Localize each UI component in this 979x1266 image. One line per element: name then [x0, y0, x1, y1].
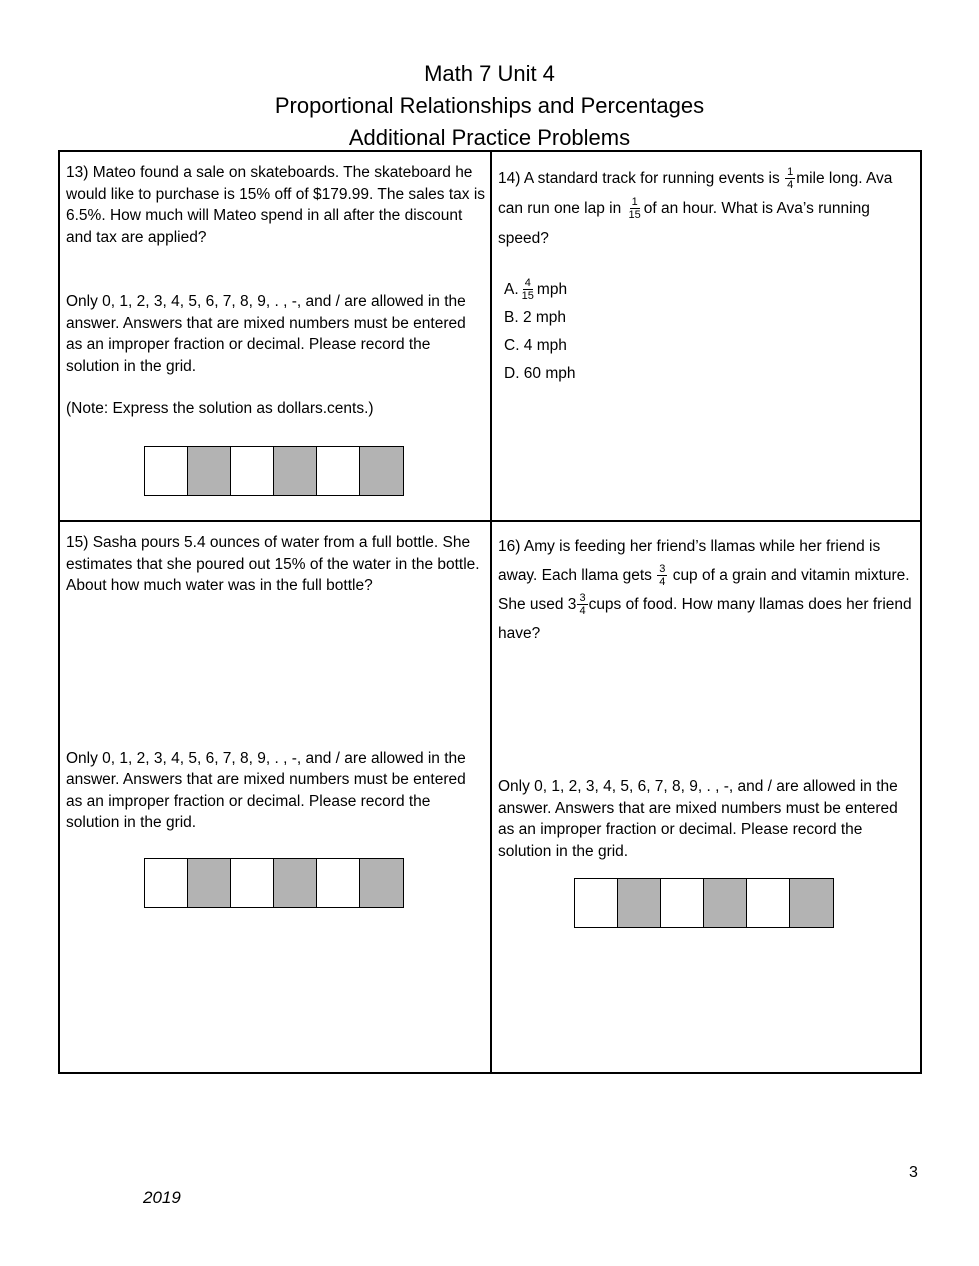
answer-box[interactable]	[188, 447, 231, 495]
problem-16-answer-grid[interactable]	[574, 878, 834, 928]
problem-13-note: (Note: Express the solution as dollars.cents.)	[66, 400, 374, 417]
page-header	[0, 58, 979, 154]
answer-box[interactable]	[618, 879, 661, 927]
choice-d[interactable]: D. 60 mph	[504, 365, 576, 382]
problem-13-instructions: Only 0, 1, 2, 3, 4, 5, 6, 7, 8, 9, . , -, and / are allowed in the answer. Answers that are mixed numbers must be entered as an improper fraction or decimal. Please record the solution in the grid.	[66, 293, 466, 375]
answer-box[interactable]	[274, 447, 317, 495]
problems-table	[58, 150, 922, 1074]
problem-15-answer-grid[interactable]	[144, 858, 404, 908]
fraction-one-fifteenth: $\frac{1}{15}$	[628, 196, 641, 222]
problem-14-choices	[498, 276, 918, 388]
problem-14-text-c: of an hour. What is Ava’s running speed?	[498, 200, 870, 247]
answer-box[interactable]	[231, 447, 274, 495]
problem-14-text-a: 14) A standard track for running events is	[498, 170, 780, 187]
page-number: 3	[909, 1164, 918, 1181]
fraction-four-fifteenths: $\frac{4}{15}$	[521, 277, 534, 303]
table-horizontal-divider	[60, 520, 920, 522]
answer-box[interactable]	[145, 859, 188, 907]
choice-b[interactable]: B. 2 mph	[504, 309, 567, 326]
section-title: Additional Practice Problems	[348, 125, 631, 150]
answer-box[interactable]	[661, 879, 704, 927]
fraction-three-fourths: $\frac{3}{4}$	[659, 563, 666, 589]
problem-13-question: 13) Mateo found a sale on skateboards. The skateboard he would like to purchase is 15% off of $179.99. The sales tax is 6.5%. How much will Mateo spend in all after the discount and tax are applied?	[66, 164, 486, 246]
problem-15-question: 15) Sasha pours 5.4 ounces of water from a full bottle. She estimates that she poured out 15% of the water in the bottle. About how much water was in the full bottle?	[66, 534, 480, 594]
problem-16-text-c: cups of food. How many llamas does her friend have?	[498, 596, 912, 642]
course-title: Math 7 Unit 4	[424, 61, 555, 86]
footer-year: 2019	[143, 1188, 181, 1207]
problem-15-cell	[66, 532, 486, 834]
problem-16-text-b: cup of a grain and vitamin mixture. She used 3	[498, 567, 910, 613]
answer-box[interactable]	[188, 859, 231, 907]
answer-box[interactable]	[790, 879, 833, 927]
problem-14-text-b: mile long. Ava can run one lap in	[498, 170, 893, 217]
problem-15-instructions: Only 0, 1, 2, 3, 4, 5, 6, 7, 8, 9, . , -, and / are allowed in the answer. Answers that are mixed numbers must be entered as an improper fraction or decimal. Please record the solution in the grid.	[66, 749, 466, 831]
fraction-three-fourths-mixed: $\frac{3}{4}$	[579, 592, 586, 618]
problem-13-answer-grid[interactable]	[144, 446, 404, 496]
answer-box[interactable]	[274, 859, 317, 907]
problem-16-text-a: 16) Amy is feeding her friend’s llamas while her friend is away. Each llama gets	[498, 538, 881, 584]
answer-box[interactable]	[704, 879, 747, 927]
answer-box[interactable]	[231, 859, 274, 907]
problem-16-instructions: Only 0, 1, 2, 3, 4, 5, 6, 7, 8, 9, . , -, and / are allowed in the answer. Answers that are mixed numbers must be entered as an improper fraction or decimal. Please record the solution in the grid.	[498, 778, 898, 860]
answer-box[interactable]	[360, 447, 403, 495]
answer-box[interactable]	[317, 859, 360, 907]
answer-box[interactable]	[747, 879, 790, 927]
answer-box[interactable]	[317, 447, 360, 495]
answer-box[interactable]	[575, 879, 618, 927]
choice-a[interactable]: A. $\frac{4}{15}$ mph	[504, 277, 568, 303]
fraction-one-fourth: $\frac{1}{4}$	[787, 166, 794, 192]
choice-c[interactable]: C. 4 mph	[504, 337, 567, 354]
answer-box[interactable]	[145, 447, 188, 495]
problem-13-cell	[66, 162, 486, 420]
answer-box[interactable]	[360, 859, 403, 907]
problem-16-cell	[498, 532, 918, 862]
problem-14-question	[498, 164, 918, 254]
table-vertical-divider	[490, 152, 492, 1072]
problem-16-question	[498, 532, 918, 648]
unit-title: Proportional Relationships and Percentages	[274, 93, 705, 118]
problem-14-cell	[498, 164, 918, 388]
